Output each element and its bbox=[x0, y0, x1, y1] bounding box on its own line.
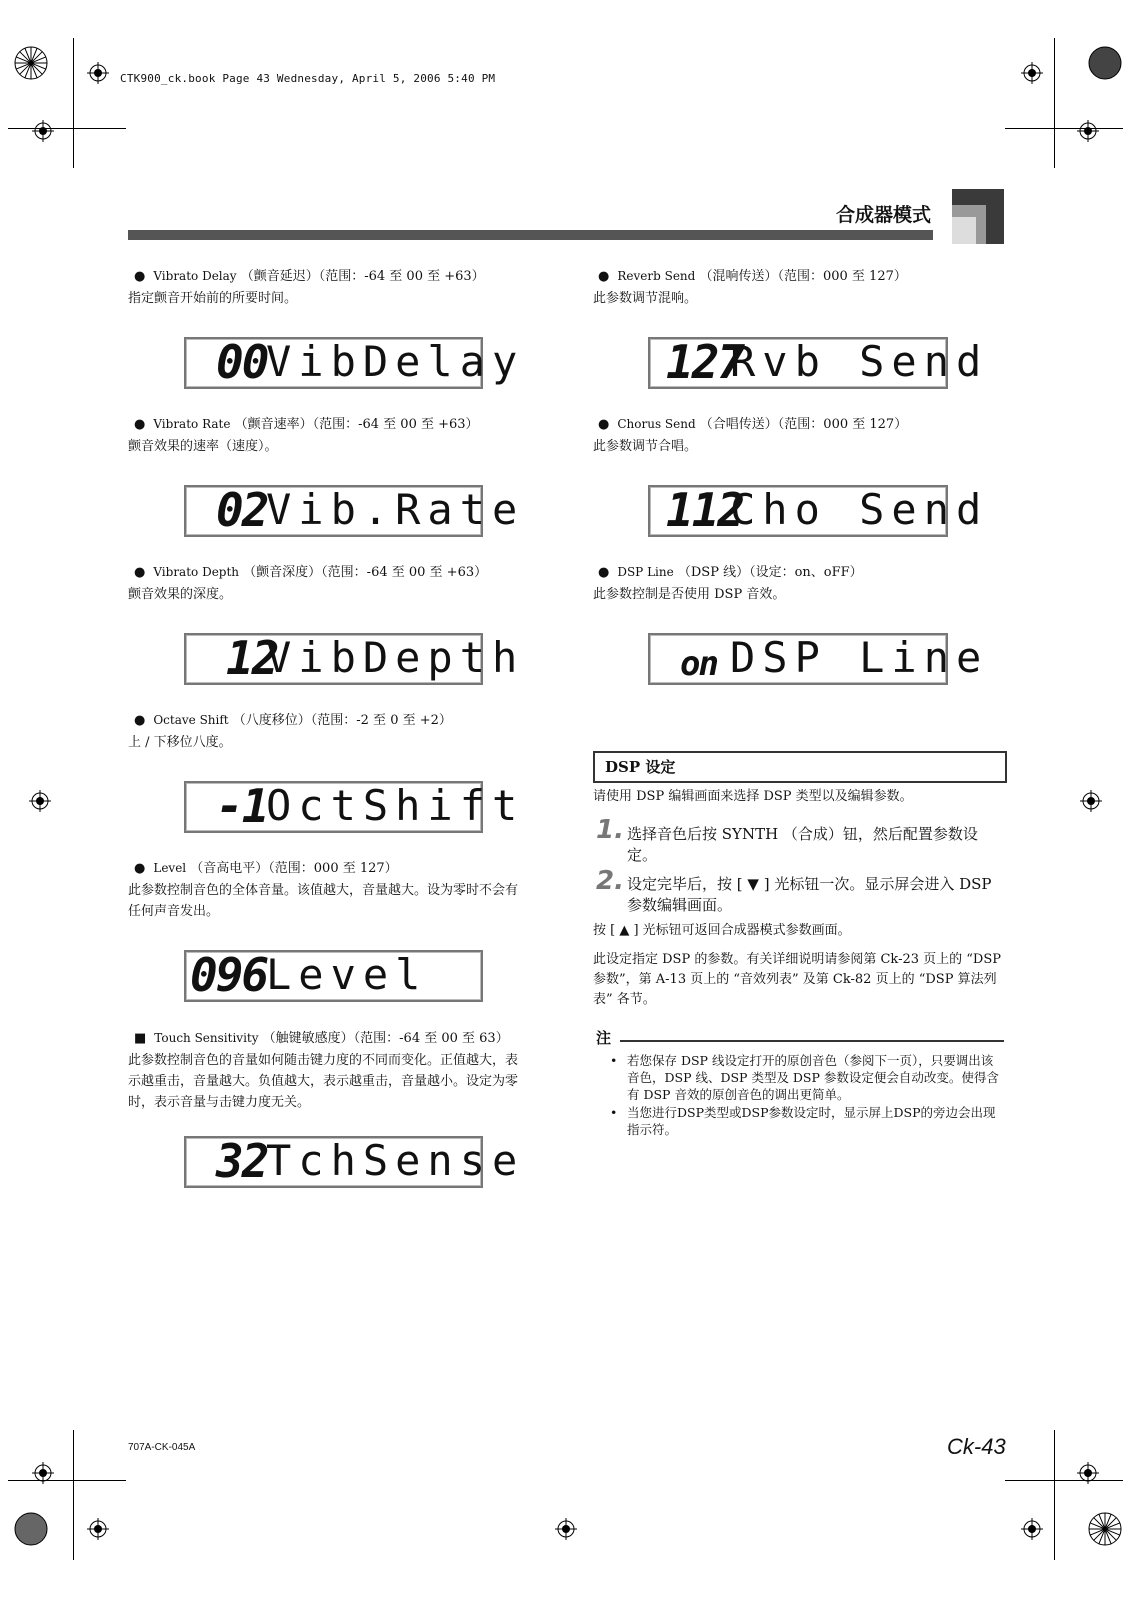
bullet-icon: ● bbox=[134, 565, 146, 580]
header-bar bbox=[128, 230, 933, 240]
step-number: 1. bbox=[596, 815, 624, 845]
lcd-value: 32 bbox=[216, 1134, 268, 1188]
param-explain: 上 / 下移位八度。 bbox=[128, 735, 232, 750]
page-number: Ck-43 bbox=[947, 1434, 1006, 1459]
param-range: （音高电平）（范围：000 至 127） bbox=[190, 861, 398, 876]
registration-crosshair-icon bbox=[29, 790, 51, 812]
lcd-display bbox=[184, 779, 525, 833]
registration-crosshair-icon bbox=[555, 1518, 577, 1540]
param-range: （颤音速率）（范围：-64 至 00 至 +63） bbox=[234, 417, 479, 432]
crop-line bbox=[73, 38, 74, 168]
bullet-icon: ● bbox=[134, 269, 146, 284]
corner-tab bbox=[952, 217, 976, 244]
lcd-value: 127 bbox=[666, 335, 744, 389]
note-item: 当您进行DSP类型或DSP参数设定时，显示屏上DSP的旁边会出现指示符。 bbox=[627, 1105, 996, 1137]
param-vibrato-rate bbox=[134, 414, 554, 435]
registration-dot-icon bbox=[1088, 46, 1122, 80]
bullet-icon: ● bbox=[134, 861, 146, 876]
crop-line bbox=[73, 1430, 74, 1560]
crop-line bbox=[1005, 1480, 1123, 1481]
lcd-text: Rvb Send bbox=[730, 337, 989, 386]
param-dsp-line bbox=[598, 562, 1018, 583]
param-name: Reverb Send bbox=[617, 269, 696, 283]
footer-code: 707A-CK-045A bbox=[128, 1442, 196, 1453]
lcd-display bbox=[648, 633, 989, 685]
param-range: （触键敏感度）（范围：-64 至 00 至 63） bbox=[262, 1031, 509, 1046]
lcd-value: on bbox=[680, 644, 717, 684]
dsp-intro: 请使用 DSP 编辑画面来选择 DSP 类型以及编辑参数。 bbox=[593, 789, 913, 804]
param-chorus-send bbox=[598, 414, 1018, 435]
param-name: Vibrato Depth bbox=[153, 565, 240, 579]
lcd-text: DSP Line bbox=[730, 633, 989, 682]
lcd-text: VibDepth bbox=[266, 633, 525, 682]
bullet-icon: ● bbox=[598, 565, 610, 580]
note-bullet-icon: • bbox=[610, 1105, 618, 1120]
param-explain: 此参数控制音色的音量如何随击键力度的不同而变化。正值越大，表示越重击，音量越大。负值越大，表示越重击，音量越小。设定为零时，表示音量与击键力度无关。 bbox=[128, 1053, 519, 1110]
param-vibrato-delay bbox=[134, 266, 554, 287]
param-explain: 此参数调节合唱。 bbox=[593, 439, 698, 454]
registration-dot-icon bbox=[14, 1512, 48, 1546]
note-bullet-icon: • bbox=[610, 1053, 618, 1068]
registration-crosshair-icon bbox=[1021, 1518, 1043, 1540]
lcd-value: 112 bbox=[666, 483, 744, 537]
param-explain: 颤音效果的速率（速度）。 bbox=[128, 439, 278, 454]
crop-line bbox=[1005, 128, 1123, 129]
param-explain: 颤音效果的深度。 bbox=[128, 587, 233, 602]
lcd-value: 02 bbox=[216, 483, 268, 537]
param-range: （颤音延迟）（范围：-64 至 00 至 +63） bbox=[240, 269, 485, 284]
bullet-icon: ● bbox=[598, 417, 610, 432]
note-title: 注 bbox=[596, 1029, 612, 1047]
lcd-text: OctShift bbox=[266, 781, 525, 830]
lcd-display bbox=[184, 950, 483, 1002]
lcd-display bbox=[648, 335, 989, 389]
param-level bbox=[134, 858, 554, 879]
param-name: Vibrato Rate bbox=[153, 417, 231, 431]
lcd-value: 096 bbox=[190, 948, 268, 1002]
step-text: 选择音色后按 SYNTH （合成）钮，然后配置参数设定。 bbox=[627, 825, 978, 864]
crop-line bbox=[8, 1480, 126, 1481]
registration-crosshair-icon bbox=[32, 1462, 54, 1484]
lcd-value: -1 bbox=[216, 779, 268, 833]
registration-crosshair-icon bbox=[87, 62, 109, 84]
lcd-display bbox=[184, 1134, 525, 1188]
lcd-text: Cho Send bbox=[730, 485, 989, 534]
registration-crosshair-icon bbox=[1077, 120, 1099, 142]
crop-line bbox=[1054, 1430, 1055, 1560]
registration-crosshair-icon bbox=[1080, 790, 1102, 812]
param-name: Octave Shift bbox=[153, 713, 229, 727]
section-title: 合成器模式 bbox=[835, 204, 931, 226]
param-range: （八度移位）（范围：-2 至 0 至 +2） bbox=[232, 713, 452, 728]
dsp-return-note: 按 [ ▲ ] 光标钮可返回合成器模式参数画面。 bbox=[593, 923, 851, 938]
lcd-display bbox=[184, 335, 525, 389]
registration-crosshair-icon bbox=[1021, 62, 1043, 84]
param-name: Touch Sensitivity bbox=[154, 1031, 259, 1045]
lcd-text: Level bbox=[266, 950, 428, 999]
registration-rosette-icon bbox=[14, 46, 48, 80]
lcd-display bbox=[648, 483, 989, 537]
registration-crosshair-icon bbox=[1077, 1462, 1099, 1484]
param-reverb-send bbox=[598, 266, 1018, 287]
note-divider bbox=[620, 1040, 1004, 1042]
dsp-reference: 此设定指定 DSP 的参数。有关详细说明请参阅第 Ck-23 页上的 “DSP 参数”，第 A-13 页上的 “音效列表” 及第 Ck-82 页上的 “DSP 算法列表” 各节。 bbox=[593, 952, 1001, 1007]
param-explain: 此参数控制音色的全体音量。该值越大，音量越大。设为零时不会有任何声音发出。 bbox=[128, 883, 519, 919]
param-octave-shift bbox=[134, 710, 554, 731]
bullet-icon: ● bbox=[134, 713, 146, 728]
param-vibrato-depth bbox=[134, 562, 554, 583]
lcd-text: VibDelay bbox=[266, 337, 525, 386]
param-range: （合唱传送）（范围：000 至 127） bbox=[699, 417, 908, 432]
lcd-value: 00 bbox=[216, 335, 268, 389]
param-range: （DSP 线）（设定：on、oFF） bbox=[677, 565, 863, 580]
step-text: 设定完毕后，按 [ ▼ ] 光标钮一次。显示屏会进入 DSP 参数编辑画面。 bbox=[627, 875, 992, 914]
lcd-display bbox=[184, 631, 525, 685]
registration-crosshair-icon bbox=[32, 120, 54, 142]
registration-rosette-icon bbox=[1088, 1512, 1122, 1546]
param-explain: 此参数调节混响。 bbox=[593, 291, 698, 306]
param-name: Vibrato Delay bbox=[153, 269, 237, 283]
registration-crosshair-icon bbox=[87, 1518, 109, 1540]
dsp-heading-text: DSP 设定 bbox=[605, 758, 676, 776]
param-range: （颤音深度）（范围：-64 至 00 至 +63） bbox=[243, 565, 488, 580]
crop-line bbox=[8, 128, 126, 129]
book-header: CTK900_ck.book Page 43 Wednesday, April 5, 2006 5:40 PM bbox=[120, 72, 496, 85]
bullet-icon: ● bbox=[598, 269, 610, 284]
bullet-icon: ■ bbox=[134, 1031, 147, 1046]
param-name: DSP Line bbox=[617, 565, 674, 579]
bullet-icon: ● bbox=[134, 417, 146, 432]
param-explain: 指定颤音开始前的所要时间。 bbox=[128, 291, 298, 306]
param-explain: 此参数控制是否使用 DSP 音效。 bbox=[593, 587, 786, 602]
lcd-text: TchSense bbox=[266, 1136, 525, 1185]
lcd-display bbox=[184, 483, 525, 537]
lcd-value: 12 bbox=[226, 631, 278, 685]
param-name: Chorus Send bbox=[617, 417, 696, 431]
lcd-text: Vib.Rate bbox=[266, 485, 525, 534]
dsp-section-heading bbox=[593, 751, 1007, 783]
step-number: 2. bbox=[596, 866, 624, 896]
crop-line bbox=[1054, 38, 1055, 168]
param-name: Level bbox=[153, 861, 187, 875]
param-touch-sensitivity bbox=[134, 1028, 564, 1049]
note-item: 若您保存 DSP 线设定打开的原创音色（参阅下一页），只要调出该音色，DSP 线、DSP 类型及 DSP 参数设定便会自动改变。使得含有 DSP 音效的原创音色的调出更简单。 bbox=[627, 1053, 999, 1102]
param-range: （混响传送）（范围：000 至 127） bbox=[699, 269, 907, 284]
